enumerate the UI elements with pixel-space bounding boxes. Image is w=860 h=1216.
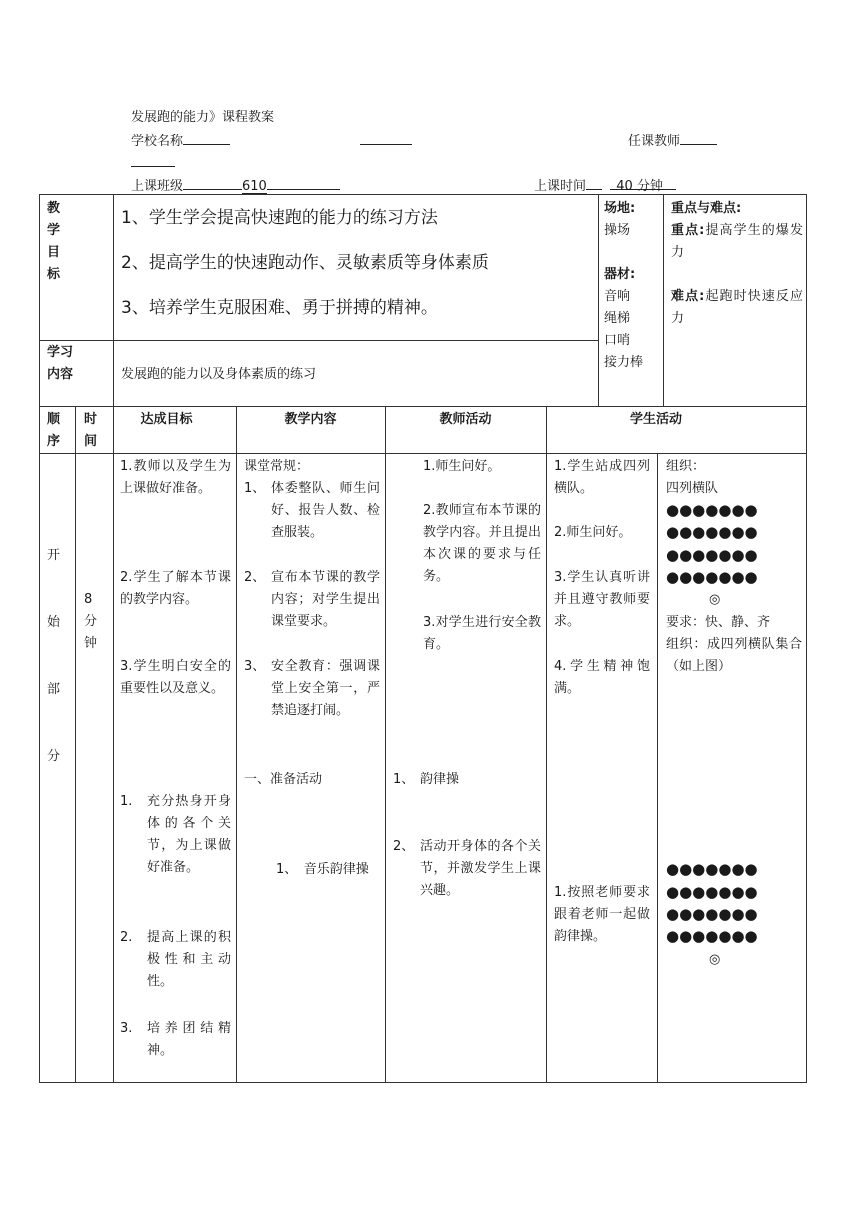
- objective-1: 1、学生学会提高快速跑的能力的练习方法: [121, 208, 438, 228]
- teacher-position-mark: ◎: [709, 592, 721, 607]
- routine-title: 课堂常规：: [244, 459, 310, 474]
- teacher-item: 1.师生问好。: [423, 459, 501, 474]
- school-name-label: 学校名称: [131, 134, 184, 149]
- venue-cell: [604, 198, 662, 374]
- teacher-warmup-item: 1、 韵律操: [393, 772, 460, 787]
- warmup-title: 一、准备活动: [244, 772, 323, 787]
- equipment-label: 器材:: [604, 267, 636, 282]
- objectives-label: 教 学 目 标: [47, 201, 61, 282]
- key-points-cell: [671, 198, 803, 330]
- content-text: 发展跑的能力以及身体素质的练习: [121, 367, 317, 382]
- formation-row: ●●●●●●●: [666, 523, 758, 541]
- equipment-item: 接力棒: [604, 355, 644, 370]
- difficulty-label: 难点:: [671, 289, 705, 304]
- teacher-field: [628, 130, 717, 149]
- student-item: 2.师生问好。: [554, 525, 632, 540]
- section-time: [84, 589, 102, 655]
- school-name-field: [131, 130, 230, 149]
- key-text: 提高学生的爆发力: [671, 223, 803, 260]
- goal-item: 2.学生了解本节课的教学内容。: [120, 570, 231, 607]
- col-time: 时间: [84, 412, 98, 449]
- goal-list-item: 3. 培养团结精神。: [120, 1021, 231, 1058]
- blank-line-wrap: [131, 152, 175, 171]
- student-item: 1.学生站成四列横队。: [554, 459, 650, 496]
- class-value: 610: [242, 179, 267, 194]
- blank-line-middle: [360, 130, 412, 149]
- school-name-blank: [183, 130, 230, 145]
- teacher-label: 任课教师: [628, 134, 681, 149]
- teacher-position-mark: ◎: [709, 952, 721, 967]
- objective-3: 3、培养学生克服困难、勇于拼搏的精神。: [121, 298, 438, 318]
- student-item: 4.学生精神饱满。: [554, 659, 650, 696]
- org-text: 组织：成四列横队集合（如上图）: [666, 637, 802, 674]
- teacher-item: 3.对学生进行安全教育。: [423, 615, 541, 652]
- formation-row: ●●●●●●●: [666, 501, 758, 519]
- col-order: 顺序: [47, 412, 61, 449]
- section-name: 开 始 部 分: [47, 548, 61, 764]
- formation-row: ●●●●●●●: [666, 883, 758, 901]
- objective-2: 2、提高学生的快速跑动作、灵敏素质等身体素质: [121, 253, 489, 273]
- formation-row: ●●●●●●●: [666, 546, 758, 564]
- goal-item: 1.教师以及学生为上课做好准备。: [120, 459, 231, 496]
- formation-row: ●●●●●●●: [666, 860, 758, 878]
- class-label: 上课班级: [131, 179, 184, 194]
- warmup-content-item: 1、 音乐韵律操: [276, 862, 369, 877]
- equipment-item: 绳梯: [604, 311, 631, 326]
- class-field: [131, 175, 340, 194]
- time-value: 40 分钟: [616, 175, 663, 190]
- key-label: 重点:: [671, 223, 705, 238]
- equipment-item: 口哨: [604, 333, 631, 348]
- col-goal: 达成目标: [140, 412, 193, 427]
- venue-label: 场地:: [604, 201, 636, 216]
- org-formation: 四列横队: [666, 481, 719, 496]
- teacher-warmup-item: 2、 活动开身体的各个关节，并激发学生上课兴趣。: [393, 839, 541, 898]
- doc-title: 发展跑的能力》课程教案: [131, 110, 275, 125]
- routine-item: 2、 宣布本节课的教学内容；对学生提出课堂要求。: [244, 570, 380, 629]
- formation-row: ●●●●●●●: [666, 568, 758, 586]
- section-time-num: 8: [84, 592, 93, 607]
- teacher-blank: [680, 130, 717, 145]
- section-time-unit: 分钟: [84, 614, 98, 651]
- teacher-item: 2.教师宣布本节课的教学内容。并且提出本次课的要求与任务。: [423, 503, 541, 584]
- routine-item: 3、 安全教育：强调课堂上安全第一，严禁追逐打闹。: [244, 659, 380, 718]
- time-field: [534, 175, 676, 194]
- goal-list-item: 1. 充分热身开身体的各个关节，为上课做好准备。: [120, 794, 231, 875]
- col-teacher: 教师活动: [439, 412, 492, 427]
- org-requirement: 要求：快、静、齐: [666, 615, 771, 630]
- difficulty-text: 起跑时快速反应力: [671, 289, 803, 326]
- equipment-item: 音响: [604, 289, 631, 304]
- routine-item: 1、 体委整队、师生问好、报告人数、检查服装。: [244, 481, 380, 540]
- key-points-title: 重点与难点:: [671, 201, 742, 216]
- venue-value: 操场: [604, 223, 631, 238]
- col-content: 教学内容: [284, 412, 337, 427]
- time-label: 上课时间: [534, 179, 587, 194]
- col-student: 学生活动: [629, 412, 682, 427]
- student-item: 3.学生认真听讲并且遵守教师要求。: [554, 570, 650, 629]
- student-warmup-item: 1.按照老师要求跟着老师一起做韵律操。: [554, 885, 650, 944]
- formation-row: ●●●●●●●: [666, 927, 758, 945]
- content-label: 学习内容: [47, 345, 74, 382]
- formation-row: ●●●●●●●: [666, 905, 758, 923]
- org-label: 组织：: [666, 459, 706, 474]
- goal-item: 3.学生明白安全的重要性以及意义。: [120, 659, 231, 696]
- goal-list-item: 2. 提高上课的积极性和主动性。: [120, 930, 231, 989]
